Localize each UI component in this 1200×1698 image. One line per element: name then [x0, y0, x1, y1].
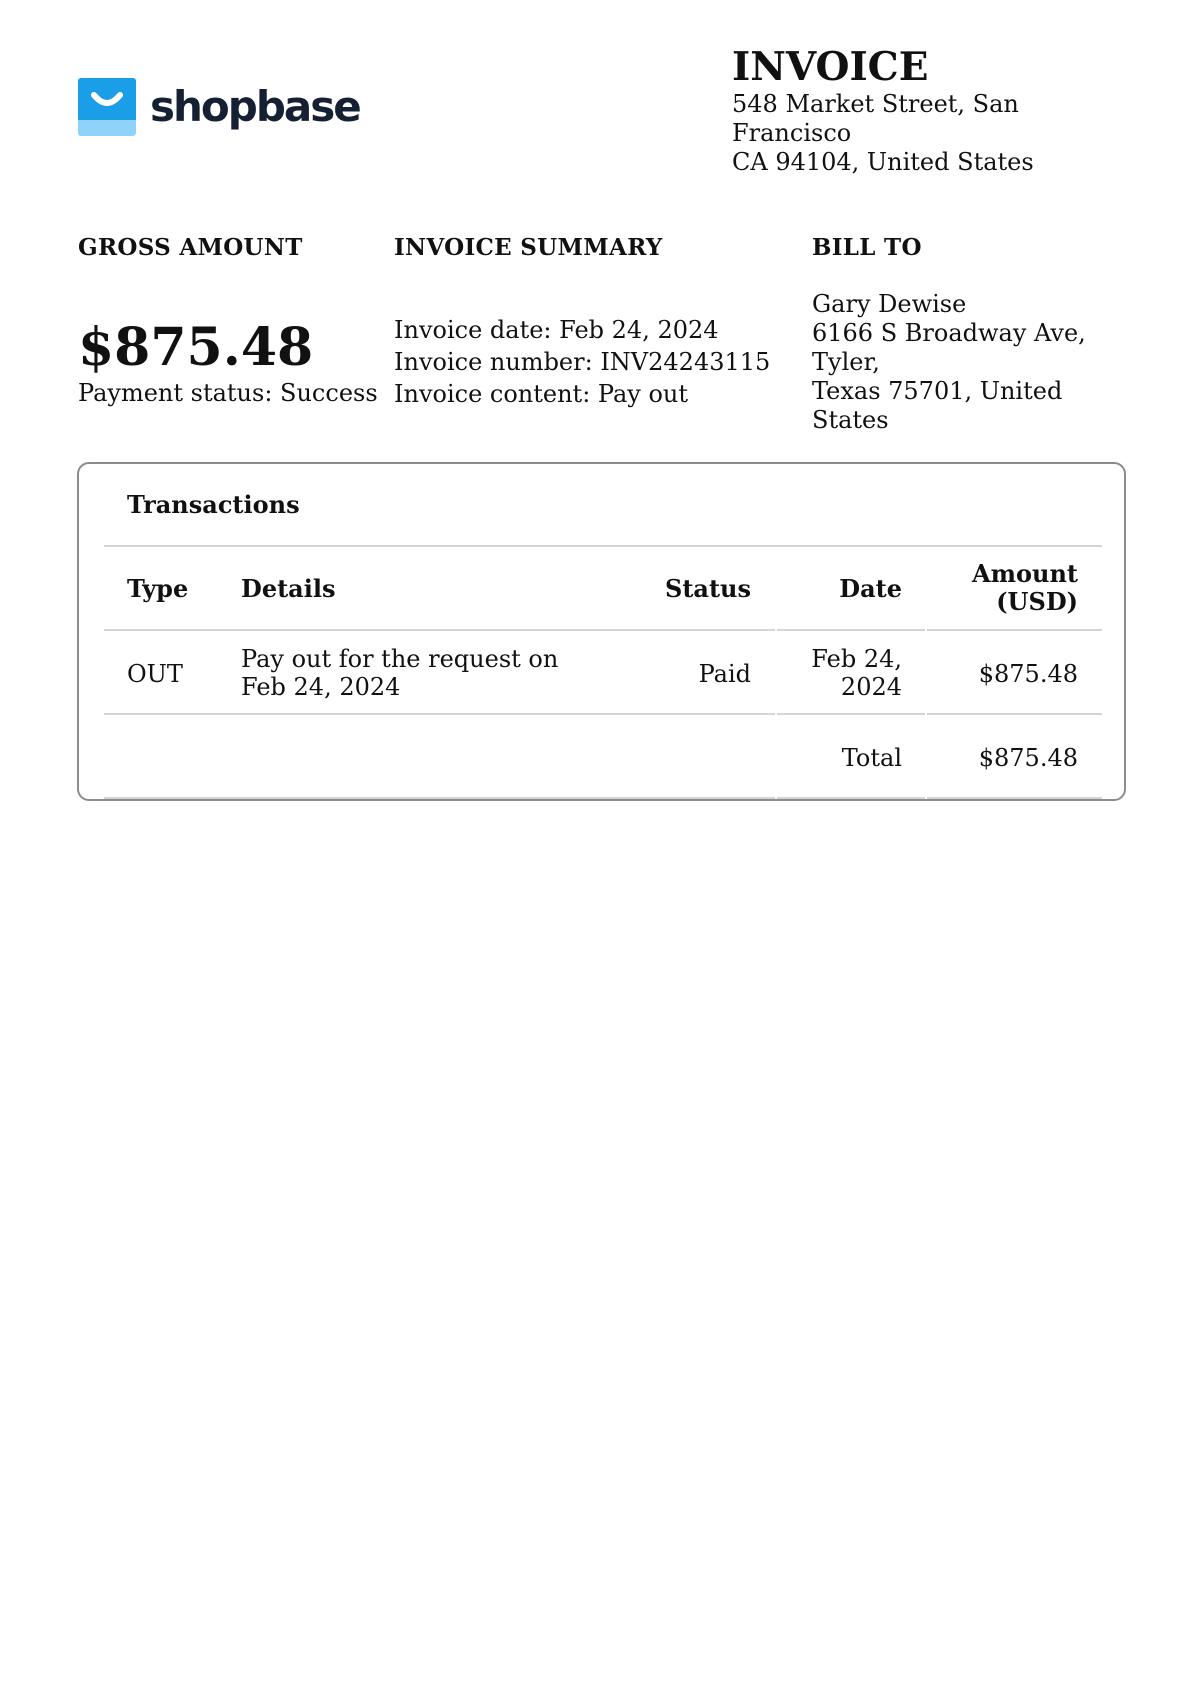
column-header-date: Date	[839, 574, 902, 603]
shopbase-logo	[78, 78, 360, 136]
seller-address	[732, 90, 1062, 177]
row-details-line: Feb 24, 2024	[241, 673, 401, 701]
column-header-status: Status	[664, 574, 751, 603]
row-date-line: Feb 24,	[811, 645, 902, 673]
seller-address-line: 548 Market Street, San	[732, 90, 1019, 118]
bill-to-line: States	[812, 406, 889, 434]
column-gap	[775, 629, 777, 799]
table-divider	[104, 629, 1102, 631]
table-divider	[104, 545, 1102, 547]
row-date-line: 2024	[840, 673, 902, 701]
row-details-line: Pay out for the request on	[241, 645, 559, 673]
column-gap	[925, 629, 927, 799]
bill-to-line: Tyler,	[812, 348, 880, 376]
gross-amount-value: $875.48	[78, 317, 314, 378]
table-divider	[104, 713, 1102, 715]
invoice-summary-heading: INVOICE SUMMARY	[394, 234, 663, 261]
invoice-summary	[394, 314, 770, 410]
row-date	[780, 645, 902, 701]
column-header-amount	[930, 560, 1078, 616]
seller-address-line: Francisco	[732, 119, 852, 147]
row-details	[241, 645, 558, 701]
bill-to-line: 6166 S Broadway Ave,	[812, 319, 1086, 347]
row-status: Paid	[698, 660, 751, 688]
bill-to-address	[812, 290, 1112, 435]
payment-status: Payment status: Success	[78, 379, 378, 407]
bill-to-heading: BILL TO	[812, 234, 922, 261]
brand-wordmark: shopbase	[150, 81, 360, 131]
invoice-title: INVOICE	[732, 44, 929, 90]
bill-to-line: Texas 75701, United	[812, 377, 1063, 405]
column-header-type: Type	[127, 574, 189, 603]
column-header-amount-line: (USD)	[996, 587, 1078, 616]
column-header-details: Details	[241, 574, 336, 603]
total-amount: $875.48	[978, 744, 1078, 772]
table-divider	[104, 797, 1102, 799]
invoice-number: Invoice number: INV24243115	[394, 348, 771, 376]
shopping-bag-icon	[78, 78, 136, 136]
seller-address-line: CA 94104, United States	[732, 148, 1034, 176]
total-label: Total	[841, 744, 902, 772]
bill-to-line: Gary Dewise	[812, 290, 967, 318]
column-header-amount-line: Amount	[971, 559, 1078, 588]
transactions-title: Transactions	[127, 490, 300, 519]
invoice-content: Invoice content: Pay out	[394, 380, 689, 408]
row-amount: $875.48	[978, 660, 1078, 688]
gross-amount-heading: GROSS AMOUNT	[78, 234, 303, 261]
row-type: OUT	[127, 660, 183, 688]
invoice-date: Invoice date: Feb 24, 2024	[394, 316, 719, 344]
